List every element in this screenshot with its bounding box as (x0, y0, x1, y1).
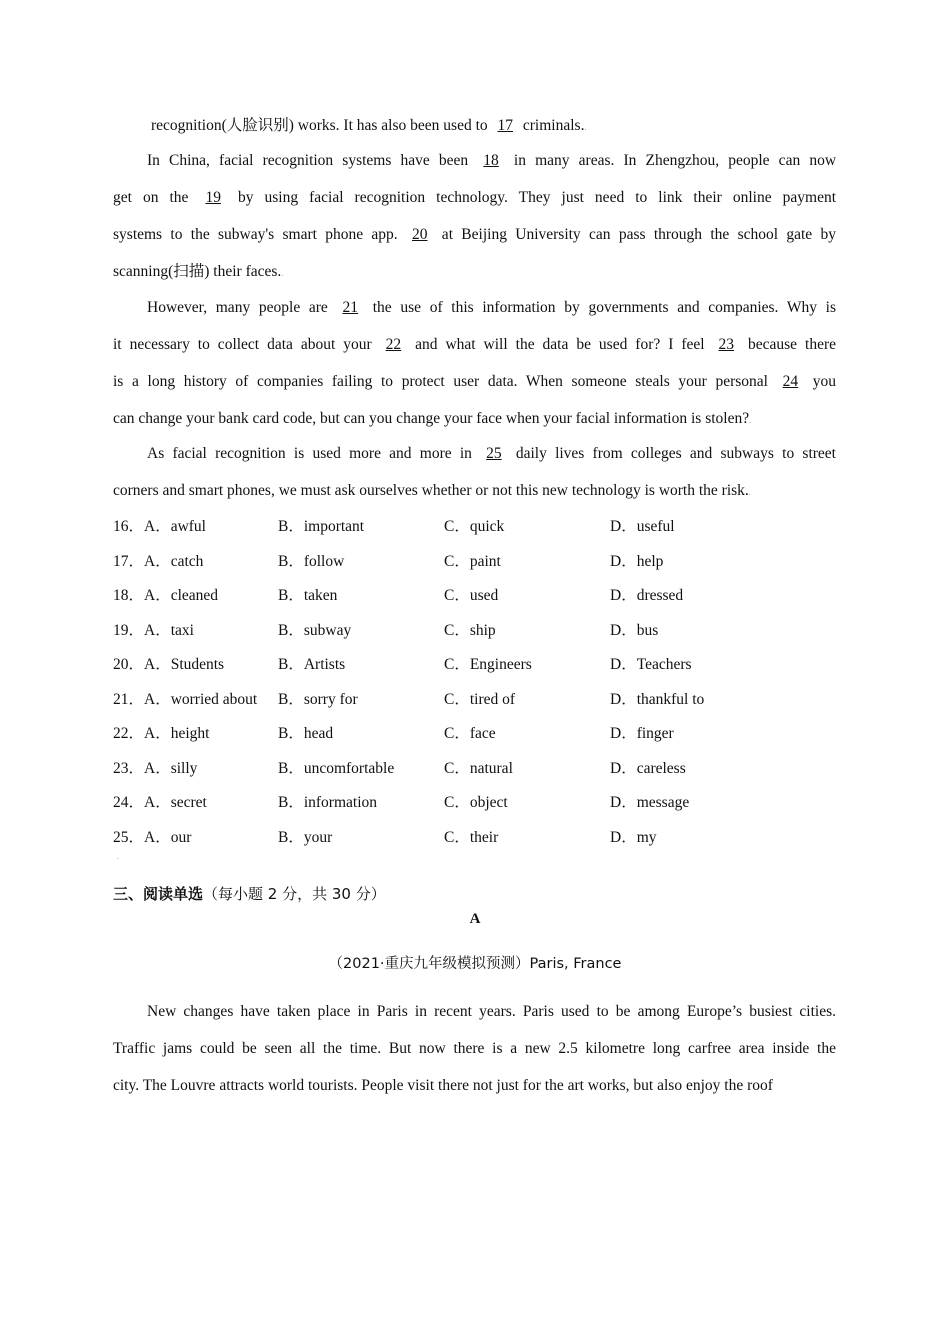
option-c: C．ship (444, 621, 496, 639)
option-a: 25．A．our (113, 828, 192, 846)
option-c: C．Engineers (444, 656, 532, 673)
cloze-paragraph-4 (113, 435, 836, 511)
blank-20: 20 (412, 226, 428, 243)
option-b: B．sorry for (278, 690, 358, 708)
option-d: D．my (610, 828, 657, 846)
option-b: B．uncomfortable (278, 759, 395, 777)
text-line: scanning(扫描) their faces.. (113, 263, 284, 280)
section-heading (113, 883, 386, 904)
text-line: New changes have taken place in Paris in recent years. Paris used to be among Europe’s busiest cities. (147, 1003, 836, 1020)
option-a: 22．A．height (113, 725, 210, 742)
cloze-paragraph-2 (113, 142, 836, 292)
text-line: However, many people are 21 the use of this information by governments and companies. Why is (147, 299, 836, 316)
option-b: B．important (278, 518, 365, 535)
option-d: D．help (610, 552, 664, 570)
option-d: D．thankful to (610, 690, 705, 708)
option-a: 18．A．cleaned (113, 587, 219, 604)
option-a: 16．A．awful (113, 518, 206, 535)
part-label: A (469, 911, 481, 927)
option-b: B．subway (278, 621, 352, 639)
blank-17: 17 (497, 117, 514, 134)
option-c: C．tired of (444, 690, 516, 708)
text-line: is a long history of companies failing to protect user data. When someone steals your personal 24 you (113, 373, 837, 390)
option-c: C．object (444, 794, 508, 811)
option-a: 21．A．worried about (113, 690, 258, 708)
text-line: As facial recognition is used more and more in 25 daily lives from colleges and subways to street (147, 445, 836, 462)
cloze-paragraph-3 (113, 289, 836, 439)
option-d: D．message (610, 794, 690, 811)
blank-24: 24 (782, 373, 799, 390)
option-a: 17．A．catch (113, 552, 204, 570)
option-a: 24．A．secret (113, 794, 207, 811)
option-c: C．their (444, 828, 499, 846)
text-line: recognition(人脸识别) works. It has also been used to 17 criminals.. (151, 117, 587, 134)
blank-25: 25 (486, 445, 502, 462)
blank-21: 21 (342, 299, 359, 316)
option-b: B．Artists (278, 656, 346, 673)
cloze-paragraph-1 (113, 107, 836, 146)
option-a: 23．A．silly (113, 759, 198, 777)
text-line: it necessary to collect data about your 22 and what will the data be used for? I feel 23 because there (113, 336, 837, 353)
option-c: C．quick (444, 518, 505, 535)
text-line: city. The Louvre attracts world tourists. People visit there not just for the art works, but also enjoy the roof (113, 1077, 773, 1094)
text-line: In China, facial recognition systems have been 18 in many areas. In Zhengzhou, people can now (147, 152, 837, 169)
passage-source: （2021·重庆九年级模拟预测）Paris, France (328, 956, 622, 972)
option-a: 20．A．Students (113, 656, 225, 673)
blank-19: 19 (205, 189, 221, 206)
blank-18: 18 (483, 152, 499, 169)
reading-passage-a (113, 993, 836, 1104)
section-title: 三、阅读单选 (113, 885, 204, 903)
option-c: C．used (444, 587, 499, 604)
option-b: B．taken (278, 587, 338, 604)
section-score: （每小题 2 分，共 30 分） (203, 885, 386, 903)
text-line: can change your bank card code, but can you change your face when your facial information is stolen?. (113, 410, 752, 427)
option-c: C．natural (444, 759, 513, 777)
blank-22: 22 (385, 336, 402, 353)
option-b: B．your (278, 828, 333, 846)
text-line: get on the 19 by using facial recognition technology. They just need to link their online payment (113, 189, 836, 206)
option-b: B．head (278, 725, 334, 742)
blank-23: 23 (718, 336, 735, 353)
option-d: D．Teachers (610, 656, 692, 673)
option-a: 19．A．taxi (113, 621, 194, 639)
option-d: D．dressed (610, 587, 684, 604)
option-b: B．follow (278, 552, 345, 570)
text-line: Traffic jams could be seen all the time. But now there is a new 2.5 kilometre long carfree area inside the (113, 1040, 836, 1057)
paragraph-mark: . (117, 852, 119, 861)
text-line: corners and smart phones, we must ask ourselves whether or not this new technology is worth the risk.. (113, 482, 751, 499)
option-d: D．bus (610, 621, 659, 639)
option-c: C．face (444, 725, 496, 742)
text-line: systems to the subway's smart phone app. 20 at Beijing University can pass through the school gate by (113, 226, 836, 243)
option-d: D．useful (610, 518, 675, 535)
option-d: D．careless (610, 759, 686, 777)
option-d: D．finger (610, 725, 674, 742)
option-c: C．paint (444, 552, 501, 570)
option-b: B．information (278, 794, 378, 811)
